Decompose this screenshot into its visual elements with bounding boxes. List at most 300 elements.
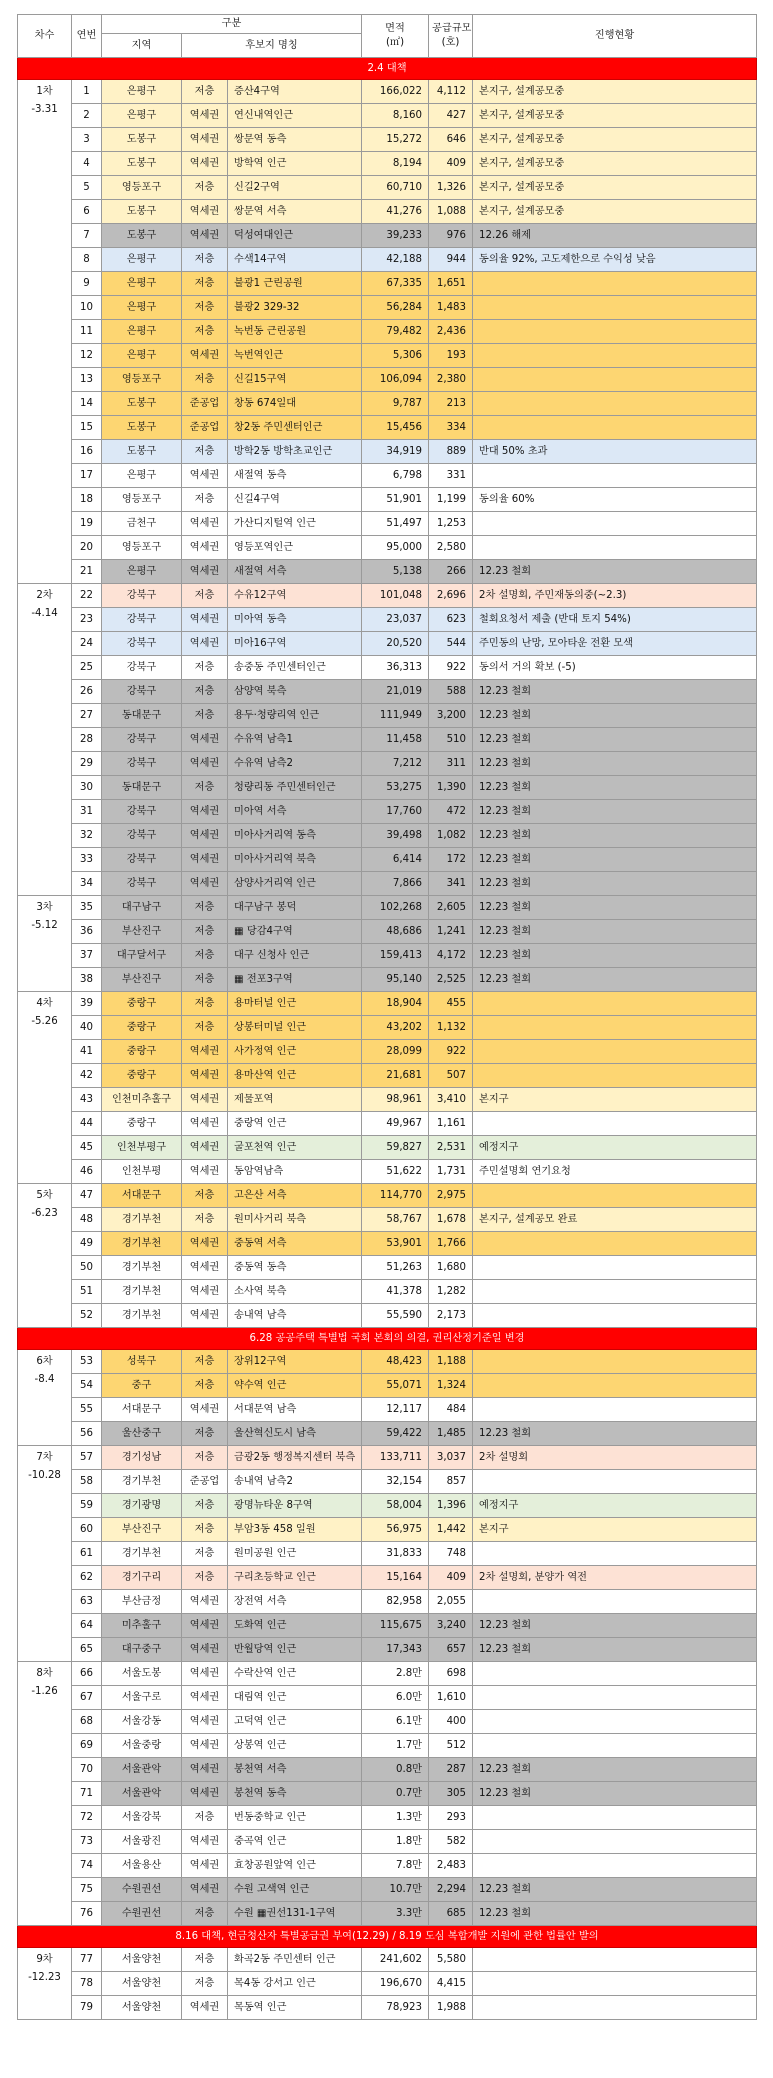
- row-no: 21: [72, 560, 102, 584]
- row-supply: 2,975: [429, 1184, 473, 1208]
- row-status: [473, 1184, 757, 1208]
- row-type: 역세권: [182, 1040, 228, 1064]
- row-candidate-name: 약수역 인근: [228, 1374, 362, 1398]
- row-candidate-name: 녹번동 근린공원: [228, 320, 362, 344]
- row-region: 경기부천: [102, 1208, 182, 1232]
- row-status: 12.23 철회: [473, 1782, 757, 1806]
- row-area: 43,202: [362, 1016, 429, 1040]
- header-category: 구분: [102, 15, 362, 34]
- row-area: 0.8만: [362, 1758, 429, 1782]
- row-candidate-name: 화곡2동 주민센터 인근: [228, 1948, 362, 1972]
- row-supply: 1,483: [429, 296, 473, 320]
- row-no: 35: [72, 896, 102, 920]
- table-row: [18, 1160, 757, 1184]
- table-row: [18, 1758, 757, 1782]
- row-no: 69: [72, 1734, 102, 1758]
- row-area: 5,138: [362, 560, 429, 584]
- row-candidate-name: 수유역 남측1: [228, 728, 362, 752]
- round-date: -5.12: [31, 920, 58, 931]
- row-no: 72: [72, 1806, 102, 1830]
- row-candidate-name: 목4동 강서고 인근: [228, 1972, 362, 1996]
- row-status: 본지구, 설계공모중: [473, 176, 757, 200]
- row-candidate-name: 울산혁신도시 남측: [228, 1422, 362, 1446]
- row-no: 75: [72, 1878, 102, 1902]
- row-supply: 334: [429, 416, 473, 440]
- row-area: 18,904: [362, 992, 429, 1016]
- row-candidate-name: 새절역 동측: [228, 464, 362, 488]
- row-type: 역세권: [182, 1830, 228, 1854]
- round-cell: [18, 896, 72, 992]
- row-area: 32,154: [362, 1470, 429, 1494]
- row-region: 강북구: [102, 824, 182, 848]
- row-region: 대구남구: [102, 896, 182, 920]
- row-region: 경기광명: [102, 1494, 182, 1518]
- row-candidate-name: 고덕역 인근: [228, 1710, 362, 1734]
- row-supply: 341: [429, 872, 473, 896]
- row-supply: 2,173: [429, 1304, 473, 1328]
- candidate-table: [17, 14, 757, 2020]
- row-no: 32: [72, 824, 102, 848]
- table-row: [18, 200, 757, 224]
- row-type: 역세권: [182, 128, 228, 152]
- row-area: 8,160: [362, 104, 429, 128]
- row-no: 24: [72, 632, 102, 656]
- row-type: 역세권: [182, 1280, 228, 1304]
- table-row: [18, 1446, 757, 1470]
- row-status: 12.23 철회: [473, 776, 757, 800]
- row-region: 은평구: [102, 248, 182, 272]
- table-row: [18, 80, 757, 104]
- round-date: -5.26: [31, 1016, 58, 1027]
- row-status: [473, 1064, 757, 1088]
- table-row: [18, 1972, 757, 1996]
- row-region: 서울관악: [102, 1782, 182, 1806]
- row-status: [473, 1280, 757, 1304]
- row-no: 40: [72, 1016, 102, 1040]
- row-supply: 1,766: [429, 1232, 473, 1256]
- round-label: 5차: [36, 1190, 53, 1201]
- row-status: 12.23 철회: [473, 680, 757, 704]
- round-date: -3.31: [31, 104, 58, 115]
- row-supply: 510: [429, 728, 473, 752]
- row-type: 역세권: [182, 1136, 228, 1160]
- row-region: 중랑구: [102, 1016, 182, 1040]
- row-status: [473, 272, 757, 296]
- row-no: 7: [72, 224, 102, 248]
- row-candidate-name: 원미공원 인근: [228, 1542, 362, 1566]
- row-candidate-name: 목동역 인근: [228, 1996, 362, 2020]
- row-supply: 1,442: [429, 1518, 473, 1542]
- row-supply: 1,199: [429, 488, 473, 512]
- table-row: [18, 608, 757, 632]
- row-type: 역세권: [182, 1256, 228, 1280]
- round-cell: [18, 1948, 72, 2020]
- row-no: 12: [72, 344, 102, 368]
- row-no: 66: [72, 1662, 102, 1686]
- row-area: 6.1만: [362, 1710, 429, 1734]
- row-type: 저층: [182, 1948, 228, 1972]
- row-candidate-name: 중동역 서측: [228, 1232, 362, 1256]
- table-row: [18, 872, 757, 896]
- row-candidate-name: 원미사거리 북측: [228, 1208, 362, 1232]
- table-row: [18, 1734, 757, 1758]
- row-no: 55: [72, 1398, 102, 1422]
- row-status: 반대 50% 초과: [473, 440, 757, 464]
- table-row: [18, 1088, 757, 1112]
- row-status: [473, 1972, 757, 1996]
- row-no: 57: [72, 1446, 102, 1470]
- row-region: 영등포구: [102, 488, 182, 512]
- row-type: 준공업: [182, 1470, 228, 1494]
- row-supply: 857: [429, 1470, 473, 1494]
- row-area: 56,284: [362, 296, 429, 320]
- row-region: 대구중구: [102, 1638, 182, 1662]
- row-type: 역세권: [182, 1088, 228, 1112]
- table-row: [18, 896, 757, 920]
- header-no: 연번: [72, 15, 102, 58]
- row-region: 중랑구: [102, 1112, 182, 1136]
- row-supply: 1,390: [429, 776, 473, 800]
- row-no: 13: [72, 368, 102, 392]
- table-row: [18, 992, 757, 1016]
- row-no: 63: [72, 1590, 102, 1614]
- row-region: 도봉구: [102, 200, 182, 224]
- row-area: 59,422: [362, 1422, 429, 1446]
- table-row: [18, 440, 757, 464]
- row-no: 60: [72, 1518, 102, 1542]
- row-region: 중구: [102, 1374, 182, 1398]
- row-candidate-name: ▦ 당감4구역: [228, 920, 362, 944]
- table-row: [18, 1590, 757, 1614]
- row-supply: 685: [429, 1902, 473, 1926]
- row-type: 역세권: [182, 1112, 228, 1136]
- row-status: [473, 1542, 757, 1566]
- row-area: 102,268: [362, 896, 429, 920]
- row-type: 저층: [182, 176, 228, 200]
- row-candidate-name: 방학2동 방학초교인근: [228, 440, 362, 464]
- row-region: 서울광진: [102, 1830, 182, 1854]
- row-no: 17: [72, 464, 102, 488]
- row-region: 서울강동: [102, 1710, 182, 1734]
- row-supply: 889: [429, 440, 473, 464]
- row-supply: 4,112: [429, 80, 473, 104]
- row-status: 본지구, 설계공모중: [473, 128, 757, 152]
- row-status: 12.23 철회: [473, 1422, 757, 1446]
- row-status: [473, 344, 757, 368]
- row-region: 서울양천: [102, 1972, 182, 1996]
- row-status: 12.23 철회: [473, 896, 757, 920]
- row-status: [473, 464, 757, 488]
- row-no: 56: [72, 1422, 102, 1446]
- row-area: 6,798: [362, 464, 429, 488]
- row-candidate-name: 연신내역인근: [228, 104, 362, 128]
- row-region: 경기부천: [102, 1232, 182, 1256]
- row-type: 저층: [182, 320, 228, 344]
- row-status: 주민동의 난망, 모아타운 전환 모색: [473, 632, 757, 656]
- row-area: 60,710: [362, 176, 429, 200]
- row-no: 76: [72, 1902, 102, 1926]
- row-type: 역세권: [182, 1304, 228, 1328]
- row-no: 78: [72, 1972, 102, 1996]
- row-status: 12.23 철회: [473, 1758, 757, 1782]
- row-type: 저층: [182, 80, 228, 104]
- row-status: 2차 설명회, 주민재동의중(~2.3): [473, 584, 757, 608]
- row-status: 본지구, 설계공모중: [473, 200, 757, 224]
- row-type: 저층: [182, 1016, 228, 1040]
- row-no: 37: [72, 944, 102, 968]
- row-no: 52: [72, 1304, 102, 1328]
- row-region: 강북구: [102, 872, 182, 896]
- row-no: 65: [72, 1638, 102, 1662]
- round-label: 2차: [36, 590, 53, 601]
- row-supply: 455: [429, 992, 473, 1016]
- row-area: 31,833: [362, 1542, 429, 1566]
- row-supply: 331: [429, 464, 473, 488]
- round-date: -6.23: [31, 1208, 58, 1219]
- row-region: 도봉구: [102, 416, 182, 440]
- table-row: [18, 104, 757, 128]
- row-status: [473, 1470, 757, 1494]
- row-supply: 1,396: [429, 1494, 473, 1518]
- row-candidate-name: 광명뉴타운 8구역: [228, 1494, 362, 1518]
- table-row: [18, 1566, 757, 1590]
- row-candidate-name: 수색14구역: [228, 248, 362, 272]
- row-no: 31: [72, 800, 102, 824]
- row-type: 저층: [182, 1566, 228, 1590]
- row-type: 저층: [182, 776, 228, 800]
- row-supply: 1,731: [429, 1160, 473, 1184]
- row-no: 10: [72, 296, 102, 320]
- row-status: [473, 1830, 757, 1854]
- row-candidate-name: 영등포역인근: [228, 536, 362, 560]
- row-type: 저층: [182, 1184, 228, 1208]
- row-area: 17,343: [362, 1638, 429, 1662]
- table-row: [18, 1806, 757, 1830]
- row-no: 19: [72, 512, 102, 536]
- row-candidate-name: 신길15구역: [228, 368, 362, 392]
- row-type: 역세권: [182, 344, 228, 368]
- round-label: 1차: [36, 86, 53, 97]
- row-no: 74: [72, 1854, 102, 1878]
- row-region: 서대문구: [102, 1398, 182, 1422]
- row-candidate-name: 미아사거리역 동측: [228, 824, 362, 848]
- table-row: [18, 176, 757, 200]
- row-supply: 1,680: [429, 1256, 473, 1280]
- row-type: 역세권: [182, 1878, 228, 1902]
- row-type: 저층: [182, 296, 228, 320]
- row-no: 77: [72, 1948, 102, 1972]
- row-region: 경기부천: [102, 1542, 182, 1566]
- row-candidate-name: ▦ 전포3구역: [228, 968, 362, 992]
- row-type: 역세권: [182, 1996, 228, 2020]
- row-type: 저층: [182, 1518, 228, 1542]
- row-status: 2차 설명회, 분양가 역전: [473, 1566, 757, 1590]
- row-supply: 2,436: [429, 320, 473, 344]
- row-status: [473, 1590, 757, 1614]
- row-no: 20: [72, 536, 102, 560]
- header-area-label: 면적: [385, 23, 405, 34]
- row-candidate-name: 창동 674일대: [228, 392, 362, 416]
- row-status: [473, 416, 757, 440]
- row-area: 51,622: [362, 1160, 429, 1184]
- row-status: [473, 296, 757, 320]
- row-candidate-name: 증산4구역: [228, 80, 362, 104]
- row-candidate-name: 중동역 동측: [228, 1256, 362, 1280]
- row-region: 수원권선: [102, 1878, 182, 1902]
- row-candidate-name: 구리초등학교 인근: [228, 1566, 362, 1590]
- row-status: 12.23 철회: [473, 848, 757, 872]
- row-candidate-name: 장전역 서측: [228, 1590, 362, 1614]
- row-type: 역세권: [182, 632, 228, 656]
- row-type: 저층: [182, 1806, 228, 1830]
- row-candidate-name: 녹번역인근: [228, 344, 362, 368]
- row-region: 중랑구: [102, 1064, 182, 1088]
- row-supply: 512: [429, 1734, 473, 1758]
- row-type: 저층: [182, 1422, 228, 1446]
- row-area: 9,787: [362, 392, 429, 416]
- row-no: 50: [72, 1256, 102, 1280]
- row-supply: 400: [429, 1710, 473, 1734]
- row-type: 저층: [182, 1208, 228, 1232]
- row-region: 은평구: [102, 560, 182, 584]
- row-type: 역세권: [182, 608, 228, 632]
- row-area: 5,306: [362, 344, 429, 368]
- row-area: 55,590: [362, 1304, 429, 1328]
- row-area: 55,071: [362, 1374, 429, 1398]
- table-row: [18, 824, 757, 848]
- row-candidate-name: 대구남구 봉덕: [228, 896, 362, 920]
- round-label: 7차: [36, 1452, 53, 1463]
- row-supply: 172: [429, 848, 473, 872]
- row-area: 82,958: [362, 1590, 429, 1614]
- row-candidate-name: 삼양사거리역 인근: [228, 872, 362, 896]
- row-supply: 2,294: [429, 1878, 473, 1902]
- row-candidate-name: 미아역 동측: [228, 608, 362, 632]
- row-status: 본지구, 설계공모중: [473, 104, 757, 128]
- row-candidate-name: 용마터널 인근: [228, 992, 362, 1016]
- row-region: 도봉구: [102, 128, 182, 152]
- table-row: [18, 848, 757, 872]
- row-region: 부산진구: [102, 968, 182, 992]
- table-row: [18, 584, 757, 608]
- table-row: [18, 1232, 757, 1256]
- row-type: 역세권: [182, 1590, 228, 1614]
- row-supply: 287: [429, 1758, 473, 1782]
- row-supply: 1,161: [429, 1112, 473, 1136]
- row-status: [473, 1040, 757, 1064]
- row-no: 44: [72, 1112, 102, 1136]
- row-area: 133,711: [362, 1446, 429, 1470]
- table-row: [18, 632, 757, 656]
- row-region: 경기성남: [102, 1446, 182, 1470]
- row-status: 본지구: [473, 1088, 757, 1112]
- row-area: 49,967: [362, 1112, 429, 1136]
- header-status: 진행현황: [473, 15, 757, 58]
- row-status: 12.23 철회: [473, 968, 757, 992]
- row-area: 95,140: [362, 968, 429, 992]
- row-type: 역세권: [182, 1710, 228, 1734]
- row-status: [473, 1948, 757, 1972]
- table-row: [18, 1136, 757, 1160]
- row-no: 11: [72, 320, 102, 344]
- row-supply: 409: [429, 152, 473, 176]
- row-no: 38: [72, 968, 102, 992]
- row-region: 도봉구: [102, 224, 182, 248]
- row-type: 저층: [182, 584, 228, 608]
- table-row: [18, 464, 757, 488]
- row-region: 경기구리: [102, 1566, 182, 1590]
- row-status: [473, 392, 757, 416]
- row-region: 강북구: [102, 584, 182, 608]
- row-type: 역세권: [182, 1638, 228, 1662]
- table-row: [18, 1064, 757, 1088]
- row-type: 역세권: [182, 224, 228, 248]
- row-type: 역세권: [182, 104, 228, 128]
- row-supply: 1,324: [429, 1374, 473, 1398]
- row-no: 2: [72, 104, 102, 128]
- table-row: [18, 368, 757, 392]
- row-supply: 2,483: [429, 1854, 473, 1878]
- table-row: [18, 1518, 757, 1542]
- row-supply: 2,380: [429, 368, 473, 392]
- row-supply: 976: [429, 224, 473, 248]
- row-type: 저층: [182, 656, 228, 680]
- row-region: 부산진구: [102, 1518, 182, 1542]
- row-status: [473, 992, 757, 1016]
- row-supply: 1,282: [429, 1280, 473, 1304]
- row-area: 114,770: [362, 1184, 429, 1208]
- row-status: 동의서 거의 확보 (-5): [473, 656, 757, 680]
- row-status: [473, 1686, 757, 1710]
- row-type: 저층: [182, 1446, 228, 1470]
- row-no: 61: [72, 1542, 102, 1566]
- table-row: [18, 1184, 757, 1208]
- row-region: 영등포구: [102, 176, 182, 200]
- table-row: [18, 152, 757, 176]
- row-area: 51,901: [362, 488, 429, 512]
- table-row: [18, 1902, 757, 1926]
- row-candidate-name: 미아사거리역 북측: [228, 848, 362, 872]
- row-area: 106,094: [362, 368, 429, 392]
- row-status: [473, 320, 757, 344]
- row-area: 98,961: [362, 1088, 429, 1112]
- table-row: [18, 1614, 757, 1638]
- row-no: 27: [72, 704, 102, 728]
- row-type: 역세권: [182, 1232, 228, 1256]
- row-type: 역세권: [182, 800, 228, 824]
- row-status: 예정지구: [473, 1136, 757, 1160]
- row-type: 역세권: [182, 1398, 228, 1422]
- row-area: 241,602: [362, 1948, 429, 1972]
- row-area: 51,263: [362, 1256, 429, 1280]
- row-status: 예정지구: [473, 1494, 757, 1518]
- row-area: 6.0만: [362, 1686, 429, 1710]
- row-region: 중랑구: [102, 1040, 182, 1064]
- row-no: 46: [72, 1160, 102, 1184]
- row-candidate-name: 상봉역 인근: [228, 1734, 362, 1758]
- row-candidate-name: 효창공원앞역 인근: [228, 1854, 362, 1878]
- row-supply: 2,580: [429, 536, 473, 560]
- table-row: [18, 1494, 757, 1518]
- row-candidate-name: 신길4구역: [228, 488, 362, 512]
- row-type: 저층: [182, 248, 228, 272]
- row-candidate-name: 새절역 서측: [228, 560, 362, 584]
- row-area: 17,760: [362, 800, 429, 824]
- row-supply: 748: [429, 1542, 473, 1566]
- row-supply: 646: [429, 128, 473, 152]
- round-cell: [18, 584, 72, 896]
- row-candidate-name: 불광1 근린공원: [228, 272, 362, 296]
